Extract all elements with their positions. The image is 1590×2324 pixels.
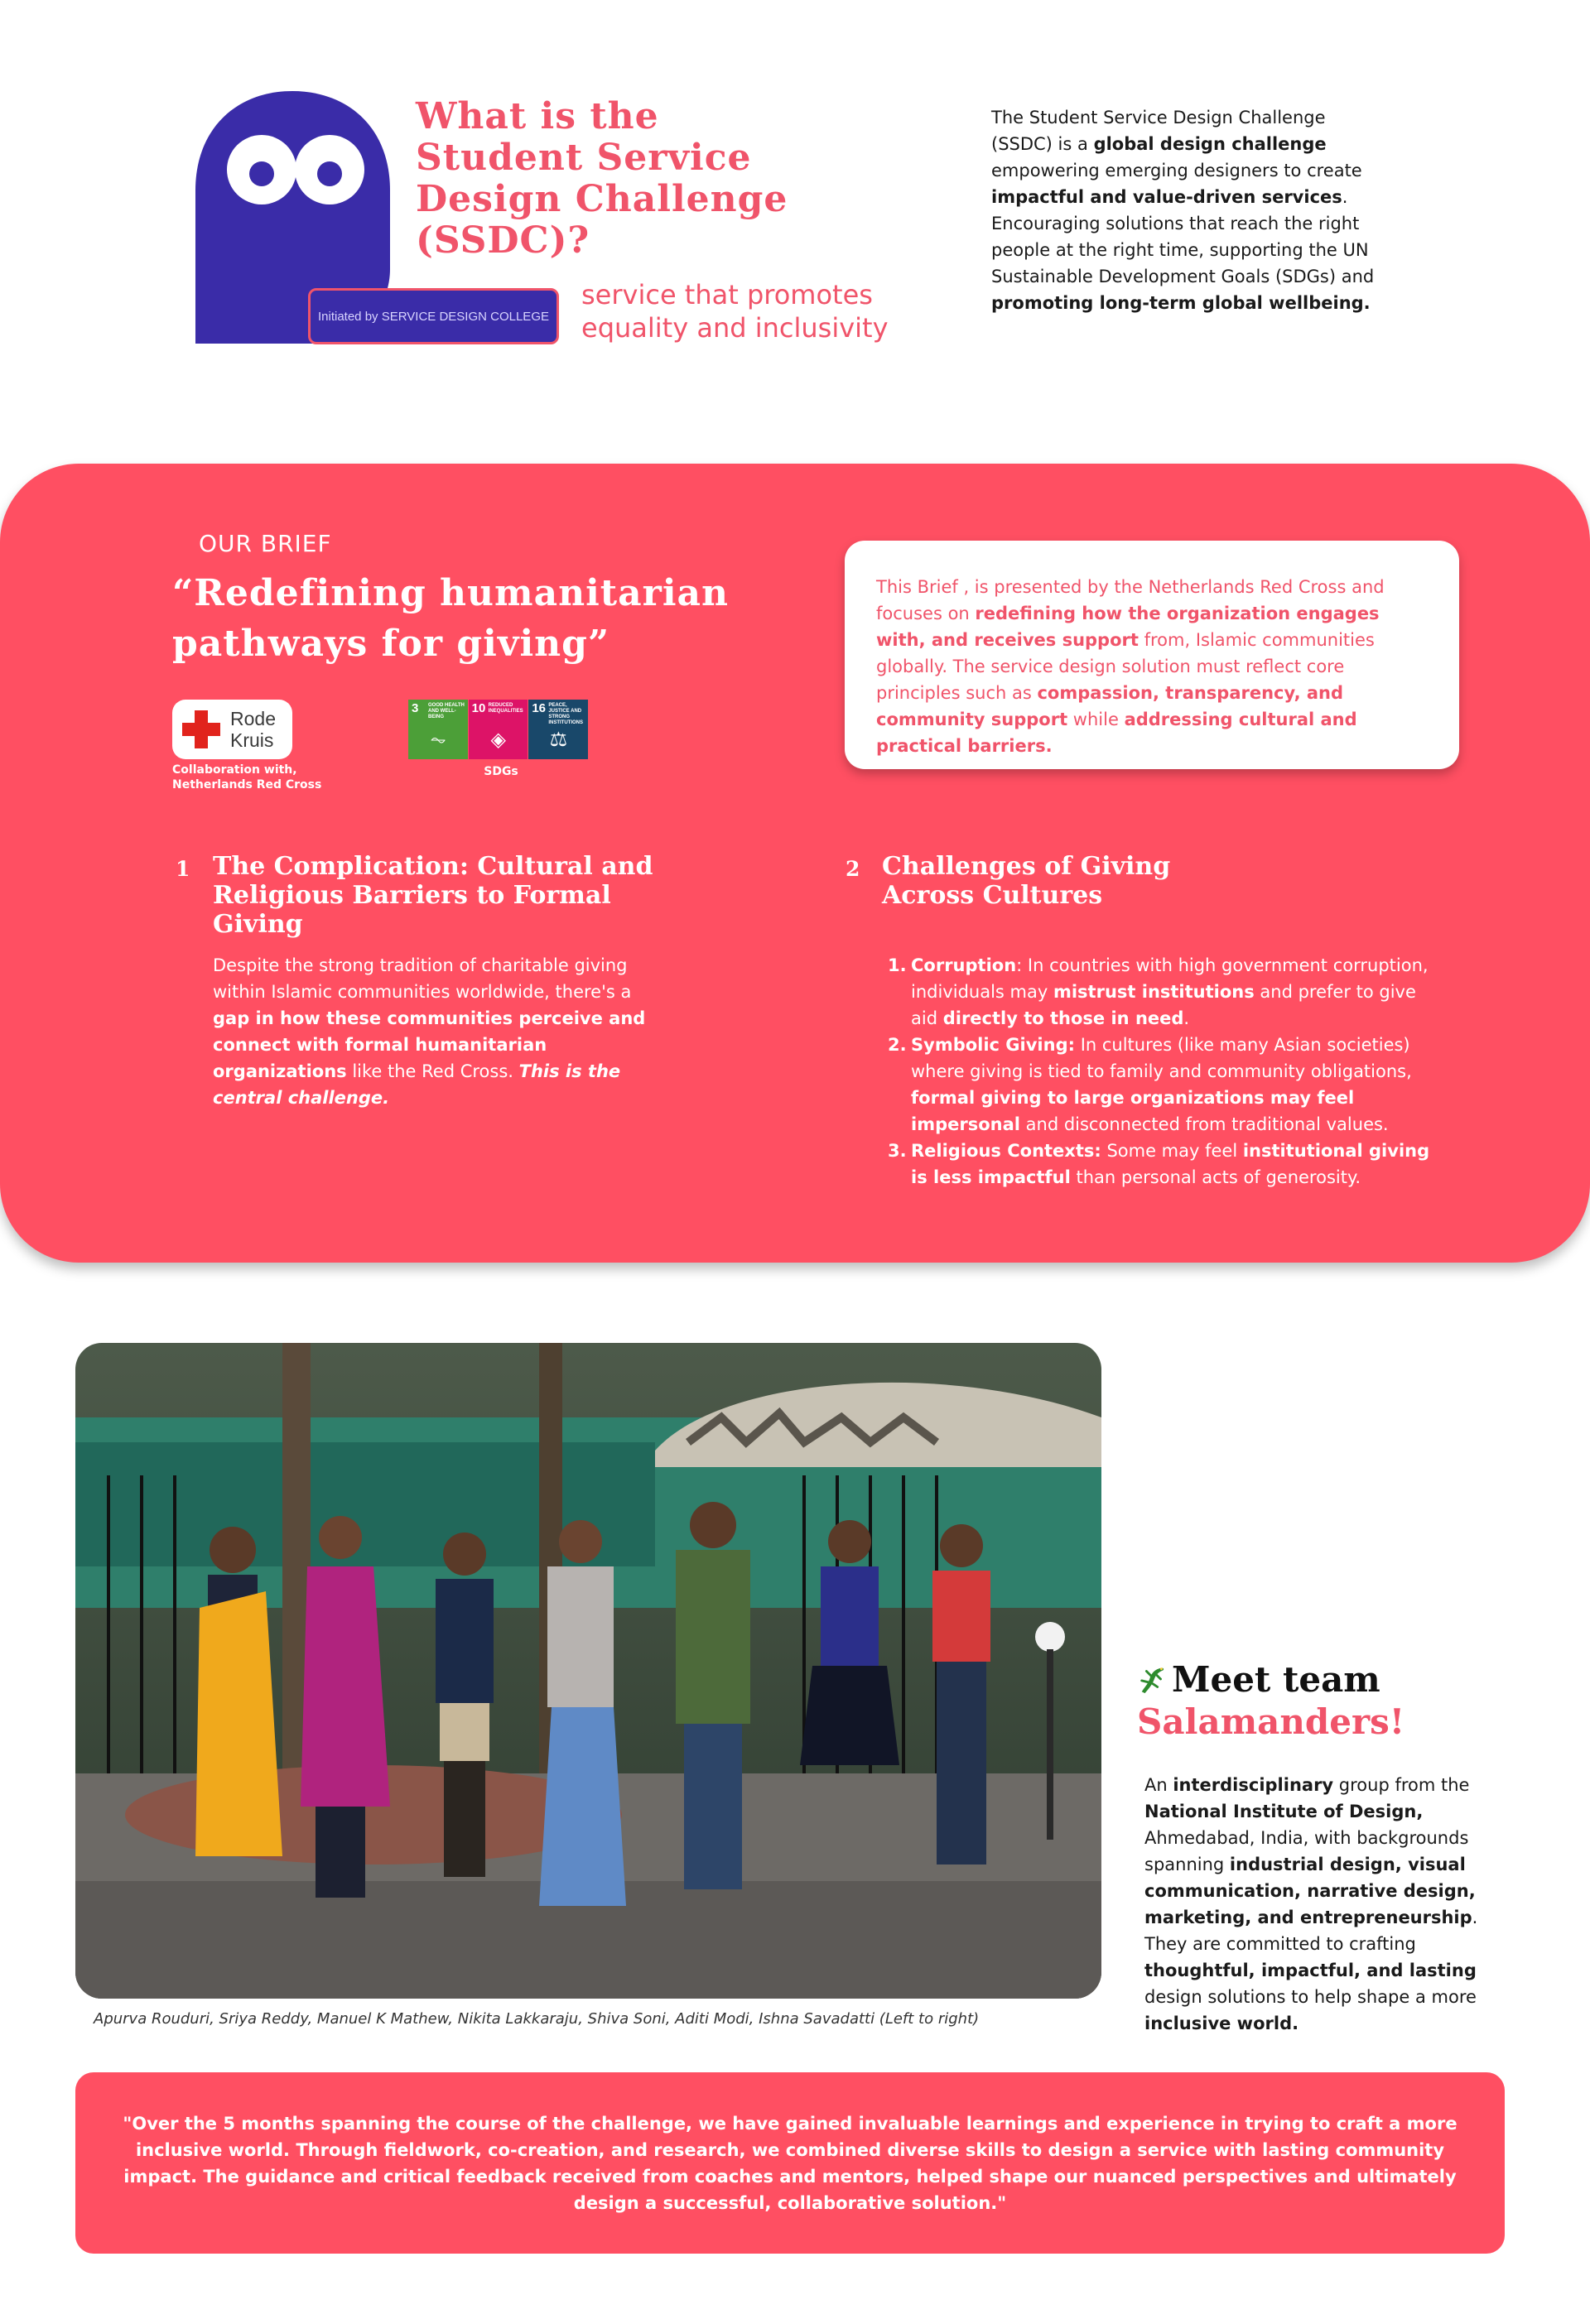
- list-item: 3. Religious Contexts: Some may feel institutional giving is less impactful than personal acts of generosity.: [888, 1141, 1430, 1187]
- red-cross-icon: [182, 710, 220, 748]
- sdg-label: REDUCED INEQUALITIES: [488, 703, 523, 714]
- list-item: 1. Corruption: In countries with high government corruption, individuals may mistrust institutions and prefer to give aid directly to those in need.: [888, 955, 1429, 1028]
- sdg-number: 10: [471, 701, 486, 715]
- quote-banner: [75, 2072, 1505, 2254]
- partner-caption: Collaboration with, Netherlands Red Cross: [172, 763, 322, 792]
- section-1-title: The Complication: Cultural and Religious Barriers to Formal Giving: [213, 852, 653, 939]
- photo-caption: Apurva Rouduri, Sriya Reddy, Manuel K Mathew, Nikita Lakkaraju, Shiva Soni, Aditi Modi, Ishna Savadatti (Left to right): [94, 2010, 980, 2028]
- list-item-text: Symbolic Giving: In cultures (like many Asian societies) where giving is tied to family and community obligations, formal giving to large organizations may feel impersonal and disconnected from traditional values.: [911, 1035, 1412, 1134]
- brief-label: OUR BRIEF: [199, 530, 332, 557]
- sdg-icons: [408, 700, 589, 759]
- initiated-badge: Initiated by SERVICE DESIGN COLLEGE: [308, 288, 559, 344]
- team-description: An interdisciplinary group from the National Institute of Design, Ahmedabad, India, with backgrounds spanning industrial design, visual communication, narrative design, marketing, and entrepreneurship. They are committed to crafting thoughtful, impactful, and lasting design solutions to help shape a more inclusive world.: [1144, 1775, 1478, 2033]
- header-title: What is the Student Service Design Challenge (SSDC)?: [416, 95, 788, 262]
- ssdc-description: The Student Service Design Challenge (SSDC) is a global design challenge empowering emerging designers to create impactful and value-driven services. Encouraging solutions that reach the right people at the right time, supporting the UN Sustainable Development Goals (SDGs) and promoting long-term global wellbeing.: [991, 108, 1375, 313]
- team-photo: [75, 1343, 1101, 1999]
- list-item-text: Religious Contexts: Some may feel institutional giving is less impactful than personal acts of generosity.: [911, 1141, 1430, 1187]
- list-item: 2. Symbolic Giving: In cultures (like many Asian societies) where giving is tied to family and community obligations, formal giving to large organizations may feel impersonal and disconnected from traditional values.: [888, 1035, 1412, 1134]
- sdg-10-icon: [469, 700, 528, 759]
- list-item-text: Corruption: In countries with high government corruption, individuals may mistrust institutions and prefer to give aid directly to those in need.: [911, 955, 1429, 1028]
- header-tagline: service that promotes equality and inclusivity: [581, 279, 889, 344]
- sdg-caption: SDGs: [484, 765, 518, 778]
- salamander-icon: [1137, 1663, 1168, 1695]
- rode-kruis-logo: [172, 700, 292, 759]
- sdg-label: GOOD HEALTH AND WELL-BEING: [428, 703, 465, 719]
- team-heading: [1137, 1658, 1485, 1743]
- brief-card: This Brief , is presented by the Netherlands Red Cross and focuses on redefining how the organization engages with, and receives support from, Islamic communities globally. The service design solution must reflect core principles such as compassion, transparency, and community support while addressing cultural and practical barriers.: [845, 541, 1459, 769]
- team-heading-line2: Salamanders!: [1137, 1701, 1405, 1742]
- section-1-body: Despite the strong tradition of charitable giving within Islamic communities worldwide, there's a gap in how these communities perceive and connect with formal humanitarian organizations like the Red Cross. This is the central challenge.: [213, 955, 646, 1108]
- sdg-3-icon: [408, 700, 468, 759]
- section-2-number: 2: [846, 857, 860, 881]
- quote-text: "Over the 5 months spanning the course of the challenge, we have gained invaluable learnings and experience in trying to craft a more inclusive world. Through fieldwork, co-creation, and research, we combined diverse skills to design a service with lasting community impact. The guidance and critical feedback received from coaches and mentors, helped shape our nuanced perspectives and ultimately design a successful, collaborative solution.": [123, 2113, 1458, 2213]
- sdg-number: 16: [532, 701, 547, 715]
- heartbeat-icon: ⏦: [430, 729, 446, 751]
- brief-quote: “Redefining humanitarian pathways for giving”: [172, 572, 730, 665]
- challenges-list: [888, 952, 1443, 1191]
- sdg-number: 3: [412, 701, 419, 715]
- section-2-title: Challenges of Giving Across Cultures: [882, 852, 1171, 910]
- sdg-label: PEACE, JUSTICE AND STRONG INSTITUTIONS: [548, 703, 584, 725]
- sdg-16-icon: [528, 700, 588, 759]
- equality-icon: ◈: [490, 729, 506, 751]
- section-1-number: 1: [176, 857, 190, 881]
- rode-kruis-logo-text: Rode Kruis: [230, 708, 276, 751]
- team-heading-line1: Meet team: [1172, 1659, 1380, 1700]
- dove-icon: ⚖: [549, 729, 568, 751]
